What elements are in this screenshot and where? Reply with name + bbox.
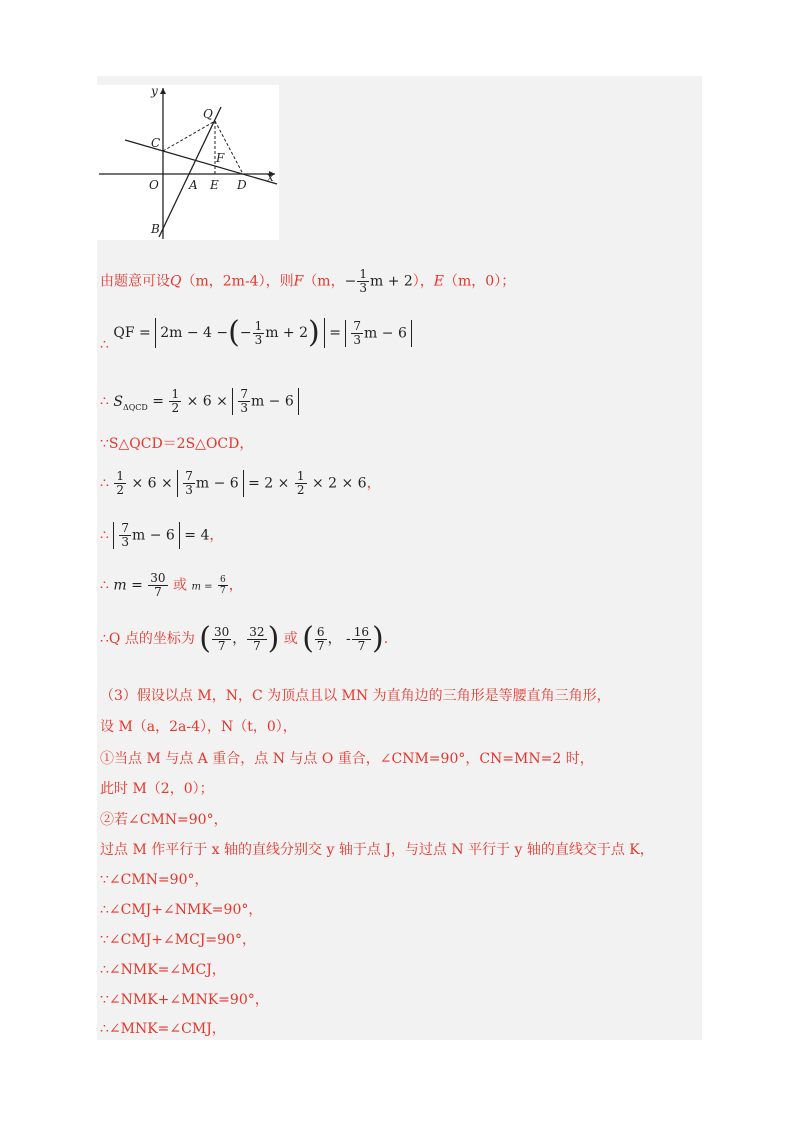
text-setup: 由题意可设 <box>100 273 170 290</box>
math-eq-4: = 4 <box>184 527 210 544</box>
line-13: ②若∠CMN=90°， <box>100 812 228 828</box>
math-m-minus-6: m − 6 <box>250 393 294 410</box>
frac <box>218 575 228 596</box>
line-5 <box>100 470 381 497</box>
math-qf: QF = <box>113 325 151 341</box>
abs <box>232 388 298 415</box>
abs-1 <box>155 315 325 350</box>
math-eq: = <box>329 325 341 341</box>
line-11: ①当点 M 与点 A 重合，点 N 与点 O 重合，∠CNM=90°，CN=MN=2 时， <box>100 751 594 767</box>
frac-den: 7 <box>217 638 226 653</box>
abs <box>113 522 179 549</box>
label-d: D <box>237 178 247 192</box>
math-minus: − <box>344 273 357 290</box>
frac-den: 2 <box>116 483 125 497</box>
math-m-minus-6: m − 6 <box>132 527 175 544</box>
math-times: × 6 × <box>186 393 228 410</box>
paren-close: ) <box>267 621 280 656</box>
frac-num: 7 <box>240 387 248 401</box>
math-m-eq: m = <box>113 577 143 594</box>
frac-den: 7 <box>253 638 261 653</box>
frac-1-3 <box>357 268 369 295</box>
paren-open: ( <box>199 621 212 656</box>
text-q: Q <box>170 273 182 290</box>
text-or: 或 <box>283 631 298 647</box>
therefore-symbol: ∴ <box>100 527 109 544</box>
label-o: O <box>149 178 159 192</box>
frac <box>351 320 363 347</box>
label-b: B <box>151 222 160 236</box>
frac-den: 7 <box>316 638 325 653</box>
frac-num: 6 <box>219 575 226 585</box>
comma: ， <box>228 577 243 594</box>
frac-den: 2 <box>296 483 305 497</box>
frac-den: 2 <box>171 401 180 415</box>
line-1 <box>100 268 515 295</box>
math-m-minus-6: m − 6 <box>195 475 239 492</box>
frac <box>253 320 265 347</box>
math-minus: − <box>239 325 252 341</box>
line-4: ∵S△QCD＝2S△OCD， <box>100 436 254 452</box>
math-m-eq: m = <box>191 581 213 593</box>
comma: ， <box>209 527 224 544</box>
label-x: x <box>267 170 274 184</box>
frac-num: 1 <box>116 469 125 483</box>
therefore-symbol: ∴ <box>100 393 109 410</box>
math-m-plus-2: m + 2 <box>265 325 309 341</box>
abs-2 <box>345 320 411 347</box>
paren-open: ( <box>302 621 314 656</box>
frac <box>352 626 371 653</box>
line-14: 过点 M 作平行于 x 轴的直线分别交 y 轴于点 J，与过点 N 平行于 y 轴的直线交于点 K， <box>100 842 654 858</box>
text-q-coord: （m，2m-4），则 <box>181 273 294 290</box>
figure-svg <box>97 85 279 240</box>
line-19: ∵∠NMK+∠MNK=90°， <box>100 992 269 1008</box>
frac-den: 7 <box>219 586 226 596</box>
abs <box>177 470 243 497</box>
label-a: A <box>189 178 198 192</box>
label-q: Q <box>203 107 213 121</box>
frac-den: 3 <box>359 281 367 295</box>
frac <box>114 470 126 497</box>
y-axis-arrow <box>160 88 166 94</box>
line-bq <box>159 107 221 237</box>
frac <box>212 626 231 653</box>
math-m-plus-2: m + 2 <box>369 273 413 290</box>
math-m-minus-6: m − 6 <box>364 325 407 341</box>
frac <box>247 626 266 653</box>
coordinate-figure <box>97 85 279 240</box>
frac-num: 6 <box>316 624 325 639</box>
line-9: （3）假设以点 M，N，C 为顶点且以 MN 为直角边的三角形是等腰直角三角形， <box>100 688 611 704</box>
text-e-coord: （m，0）； <box>444 273 516 290</box>
frac <box>148 572 167 599</box>
text-e: E <box>433 273 445 290</box>
frac-num: 16 <box>353 624 370 639</box>
frac-num: 1 <box>359 267 367 281</box>
text-f: F <box>293 273 304 290</box>
paren-close: ) <box>308 315 320 350</box>
frac-num: 30 <box>214 624 230 639</box>
line-16: ∴∠CMJ+∠NMK=90°， <box>100 902 263 918</box>
frac <box>169 388 181 415</box>
therefore-symbol: ∴ <box>100 577 109 594</box>
line-6 <box>100 522 223 549</box>
line-17: ∵∠CMJ+∠MCJ=90°， <box>100 932 256 948</box>
frac-num: 1 <box>171 387 180 401</box>
text-f-open: （m， <box>303 273 345 290</box>
line-8 <box>100 621 389 656</box>
therefore-symbol: ∴ <box>100 337 109 353</box>
label-y: y <box>151 85 158 98</box>
line-cd <box>125 140 277 184</box>
line-18: ∴∠NMK=∠MCJ， <box>100 962 226 978</box>
math-sub: ΔQCD <box>122 402 148 412</box>
math-times: × 6 × <box>131 475 173 492</box>
frac <box>183 470 195 497</box>
line-7 <box>100 572 243 599</box>
text-or: 或 <box>173 577 188 594</box>
dash-qd <box>215 121 243 174</box>
math-2m-4: 2m − 4 − <box>160 325 229 341</box>
label-e: E <box>210 178 219 192</box>
frac-num: 30 <box>150 571 166 585</box>
math-s: S <box>113 393 123 410</box>
frac-num: 1 <box>254 318 263 333</box>
frac-den: 3 <box>240 401 248 415</box>
frac <box>295 470 307 497</box>
math-eq: = 2 × <box>248 475 290 492</box>
text-q-coords: ∴Q 点的坐标为 <box>100 631 195 647</box>
line-15: ∵∠CMN=90°， <box>100 872 209 888</box>
frac-den: 7 <box>154 585 162 599</box>
frac <box>119 522 131 549</box>
line-3 <box>100 388 299 417</box>
line-10: 设 M（a，2a-4），N（t，0）， <box>100 719 297 735</box>
line-12: 此时 M（2，0）； <box>100 781 214 797</box>
math-eq: = <box>152 393 165 410</box>
frac-num: 32 <box>249 624 265 639</box>
comma: ， <box>366 475 381 492</box>
frac-den: 3 <box>254 332 263 347</box>
text-f-close: ）， <box>412 273 434 290</box>
period: . <box>383 631 389 647</box>
comma: ， <box>232 631 247 647</box>
frac-den: 3 <box>353 332 362 347</box>
frac <box>238 388 250 415</box>
frac-num: 1 <box>296 469 305 483</box>
frac-num: 7 <box>353 318 362 333</box>
frac-num: 7 <box>185 469 193 483</box>
line-2 <box>100 315 412 353</box>
frac-den: 7 <box>357 638 366 653</box>
paren-open: ( <box>228 315 240 350</box>
frac <box>315 626 327 653</box>
therefore-symbol: ∴ <box>100 475 109 492</box>
line-20: ∴∠MNK=∠CMJ， <box>100 1021 226 1037</box>
frac-den: 3 <box>185 483 193 497</box>
math-times-end: × 2 × 6 <box>311 475 367 492</box>
frac-num: 7 <box>121 521 130 535</box>
label-f: F <box>216 151 225 165</box>
paren-close: ) <box>372 621 384 656</box>
comma-minus: ， - <box>327 631 351 647</box>
label-c: C <box>151 136 161 150</box>
frac-den: 3 <box>121 535 130 549</box>
